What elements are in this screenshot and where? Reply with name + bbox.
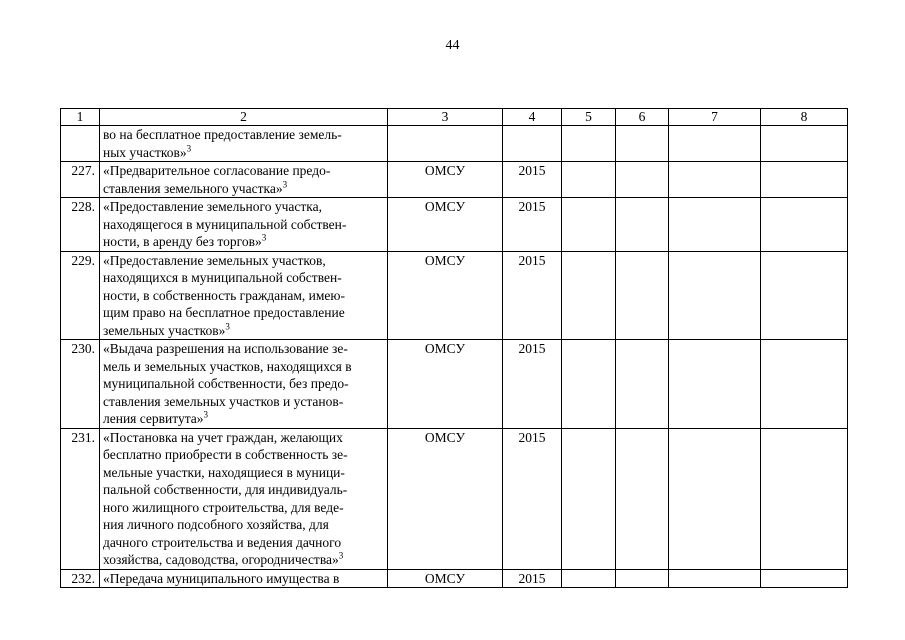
table-row bbox=[61, 251, 848, 340]
empty-cell bbox=[562, 340, 616, 429]
row-number: 229. bbox=[61, 251, 100, 340]
empty-cell bbox=[761, 340, 848, 429]
header-cell: 8 bbox=[761, 109, 848, 126]
responsible-cell: ОМСУ bbox=[388, 198, 503, 252]
empty-cell bbox=[669, 428, 761, 569]
responsible-cell: ОМСУ bbox=[388, 428, 503, 569]
service-name-cell bbox=[100, 251, 388, 340]
empty-cell bbox=[669, 126, 761, 162]
empty-cell bbox=[562, 162, 616, 198]
table-row bbox=[61, 162, 848, 198]
row-number: 230. bbox=[61, 340, 100, 429]
service-name-cell bbox=[100, 569, 388, 588]
footnote-mark: 3 bbox=[338, 550, 344, 561]
footnote-mark: 3 bbox=[282, 179, 288, 189]
empty-cell bbox=[761, 198, 848, 252]
service-name: «Передача муниципального имущества в bbox=[103, 570, 340, 586]
year-cell bbox=[503, 126, 562, 162]
year-cell: 2015 bbox=[503, 569, 562, 588]
service-name: «Предоставление земельных участков, находящихся в муниципальной собствен- ности, в собственность гражданам, имею- щим право на бесплатное предоставление земельных участков»$^3$ bbox=[103, 252, 345, 338]
responsible-cell: ОМСУ bbox=[388, 569, 503, 588]
year-cell: 2015 bbox=[503, 428, 562, 569]
empty-cell bbox=[761, 162, 848, 198]
empty-cell bbox=[616, 428, 669, 569]
empty-cell bbox=[562, 428, 616, 569]
empty-cell bbox=[616, 251, 669, 340]
empty-cell bbox=[761, 428, 848, 569]
empty-cell bbox=[616, 162, 669, 198]
table-row bbox=[61, 428, 848, 569]
empty-cell bbox=[761, 251, 848, 340]
empty-cell bbox=[669, 251, 761, 340]
row-number: 228. bbox=[61, 198, 100, 252]
header-cell: 5 bbox=[562, 109, 616, 126]
service-name: во на бесплатное предоставление земель- ных участков»$^3$ bbox=[103, 127, 342, 160]
page-number: 44 bbox=[445, 38, 460, 53]
empty-cell bbox=[669, 340, 761, 429]
responsible-cell bbox=[388, 126, 503, 162]
service-name: «Предоставление земельного участка, находящегося в муниципальной собствен- ности, в аренду без торгов»$^3$ bbox=[103, 199, 347, 249]
service-name-cell bbox=[100, 126, 388, 162]
footnote-mark: 3 bbox=[203, 409, 209, 420]
empty-cell bbox=[562, 198, 616, 252]
service-name-cell bbox=[100, 428, 388, 569]
year-cell: 2015 bbox=[503, 251, 562, 340]
empty-cell bbox=[616, 198, 669, 252]
year-cell: 2015 bbox=[503, 162, 562, 198]
empty-cell bbox=[616, 340, 669, 429]
table-header-row bbox=[61, 109, 848, 126]
row-number: 227. bbox=[61, 162, 100, 198]
responsible-cell: ОМСУ bbox=[388, 162, 503, 198]
service-name-cell bbox=[100, 162, 388, 198]
empty-cell bbox=[562, 126, 616, 162]
footnote-mark: 3 bbox=[225, 321, 230, 331]
header-cell: 4 bbox=[503, 109, 562, 126]
empty-cell bbox=[669, 569, 761, 588]
table-row bbox=[61, 340, 848, 429]
row-number: 232. bbox=[61, 569, 100, 588]
service-name-cell bbox=[100, 340, 388, 429]
header-cell: 6 bbox=[616, 109, 669, 126]
year-cell: 2015 bbox=[503, 340, 562, 429]
responsible-cell: ОМСУ bbox=[388, 251, 503, 340]
header-cell: 3 bbox=[388, 109, 503, 126]
empty-cell bbox=[761, 569, 848, 588]
table-row bbox=[61, 198, 848, 252]
footnote-mark: 3 bbox=[261, 232, 267, 243]
empty-cell bbox=[616, 126, 669, 162]
footnote-mark: 3 bbox=[186, 143, 192, 153]
empty-cell bbox=[562, 251, 616, 340]
table-row bbox=[61, 126, 848, 162]
empty-cell bbox=[761, 126, 848, 162]
header-cell: 2 bbox=[100, 109, 388, 126]
empty-cell bbox=[669, 198, 761, 252]
table-row bbox=[61, 569, 848, 588]
service-name: «Предварительное согласование предо- ставления земельного участка»$^3$ bbox=[103, 163, 331, 196]
header-cell: 7 bbox=[669, 109, 761, 126]
row-number: 231. bbox=[61, 428, 100, 569]
services-table bbox=[60, 108, 848, 588]
empty-cell bbox=[562, 569, 616, 588]
service-name-cell bbox=[100, 198, 388, 252]
empty-cell bbox=[616, 569, 669, 588]
year-cell: 2015 bbox=[503, 198, 562, 252]
service-name: «Выдача разрешения на использование зе- мель и земельных участков, находящихся в муниципальной собственности, без предо- ставления земельных участков и установ- ления сервитута»$^3$ bbox=[103, 341, 352, 426]
service-name: «Постановка на учет граждан, желающих бесплатно приобрести в собственность зе- мельные участки, находящиеся в муници- пальной собственности, для индивидуаль- ного жилищного строительства, для веде- ния личного подсобного хозяйства, для дачного строительства и ведения дачного хозяйства, садоводства, огородничества»$^3$ bbox=[103, 429, 348, 567]
empty-cell bbox=[669, 162, 761, 198]
row-number bbox=[61, 126, 100, 162]
responsible-cell: ОМСУ bbox=[388, 340, 503, 429]
header-cell: 1 bbox=[61, 109, 100, 126]
